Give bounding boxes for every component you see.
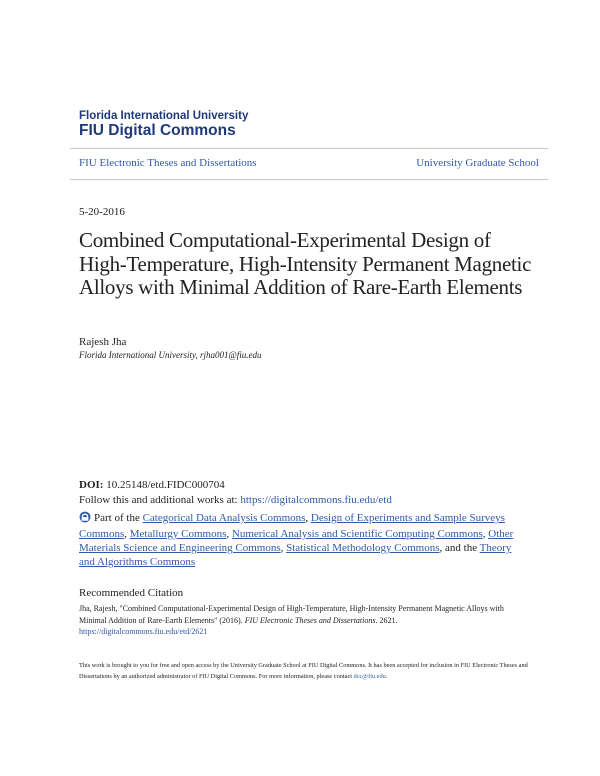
commons-link[interactable]: Statistical Methodology Commons	[286, 542, 440, 554]
commons-link[interactable]: Other Materials Science and Engineering Commons	[79, 528, 514, 554]
citation-url-link[interactable]: https://digitalcommons.fiu.edu/etd/2621	[79, 627, 208, 636]
separator: ,	[482, 528, 489, 540]
separator: ,	[305, 512, 311, 524]
commons-link[interactable]: Theory and Algorithms Commons	[79, 542, 512, 568]
collection-link[interactable]: FIU Electronic Theses and Dissertations	[79, 157, 257, 169]
commons-link[interactable]: Metallurgy Commons	[129, 528, 227, 540]
collection-nav-bar	[70, 148, 548, 180]
separator: ,	[124, 528, 130, 540]
citation-series: FIU Electronic Theses and Dissertations	[244, 615, 376, 625]
school-link[interactable]: University Graduate School	[416, 157, 539, 169]
footer-end: .	[385, 673, 388, 680]
commons-link[interactable]: Numerical Analysis and Scientific Computing Commons	[231, 528, 483, 540]
citation-number: . 2621.	[375, 615, 398, 625]
follow-line	[79, 494, 392, 506]
open-access-icon	[79, 511, 91, 527]
separator: ,	[226, 528, 232, 540]
footer-text: This work is brought to you for free and open access by the University Graduate School at FIU Digital Commons. It has been accepted for inclusion in FIU Electronic Theses and Dissertations by an authorized administrator of FIU Digital Commons. For more information, please contact	[79, 662, 528, 680]
institution-name: Florida International University	[79, 110, 249, 122]
recommended-citation-text	[79, 603, 529, 638]
follow-text: Follow this and additional works at:	[79, 494, 238, 506]
and-the-text: , and the	[439, 542, 478, 554]
footer-notice	[79, 660, 529, 682]
author-affiliation: Florida International University, rjha001@fiu.edu	[79, 350, 262, 360]
contact-email-link[interactable]: dcc@fiu.edu	[353, 673, 386, 680]
part-of-prefix: Part of the	[94, 512, 140, 524]
follow-url-link[interactable]: https://digitalcommons.fiu.edu/etd	[240, 494, 392, 506]
doi-value: 10.25148/etd.FIDC000704	[106, 479, 225, 491]
separator: ,	[280, 542, 287, 554]
citation-text: Jha, Rajesh, "Combined Computational-Experimental Design of High-Temperature, High-Intensity Permanent Magnetic Alloys with Minimal Addition of Rare-Earth Elements" (2016).	[79, 604, 504, 625]
doi-line	[79, 479, 225, 491]
repository-name[interactable]: FIU Digital Commons	[79, 122, 236, 139]
recommended-citation-heading: Recommended Citation	[79, 587, 184, 599]
commons-link[interactable]: Categorical Data Analysis Commons	[142, 512, 306, 524]
document-title: Combined Computational-Experimental Design of High-Temperature, High-Intensity Permanent Magnetic Alloys with Minimal Addition of Rare-Earth Elements	[79, 228, 532, 300]
commons-link[interactable]: Design of Experiments and Sample Surveys Commons	[79, 512, 505, 540]
part-of-paragraph	[79, 511, 524, 569]
author-name: Rajesh Jha	[79, 336, 127, 348]
doi-label: DOI:	[79, 479, 104, 491]
publication-date: 5-20-2016	[79, 206, 125, 218]
